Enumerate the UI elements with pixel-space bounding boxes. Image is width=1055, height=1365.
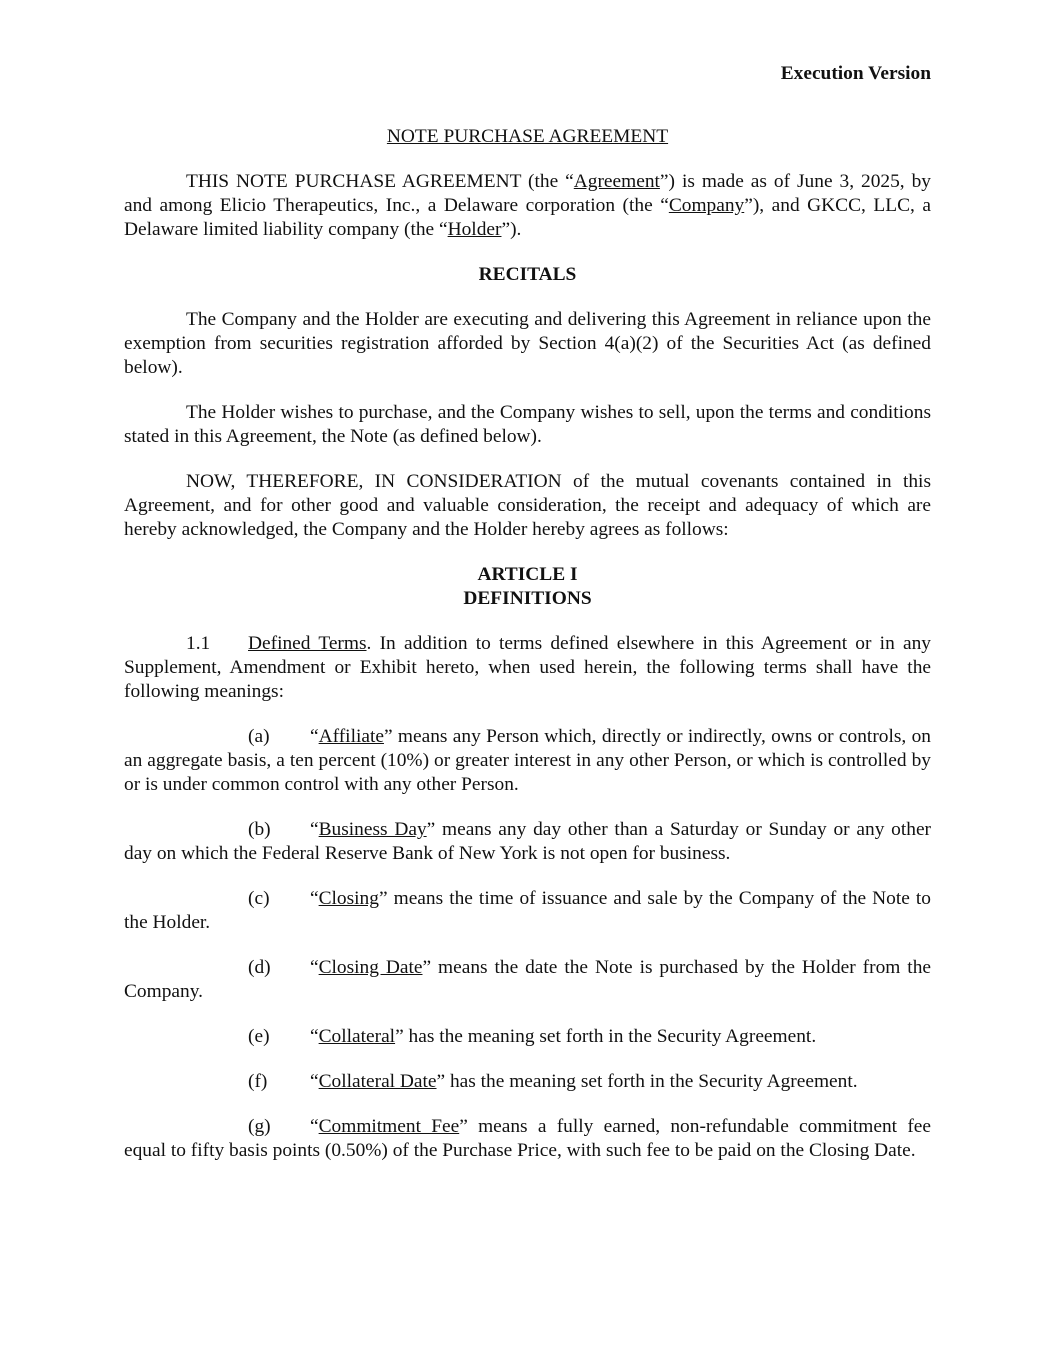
definition-label: (b) bbox=[248, 819, 271, 840]
recital-paragraph-1: The Company and the Holder are executing and delivering this Agreement in reliance upon the exemption from securities registration afforded by Section 4(a)(2) of the Securities Act (as defined below). bbox=[124, 309, 931, 378]
article-number: ARTICLE I bbox=[477, 564, 578, 585]
definition-text: ” means any Person which, directly or indirectly, owns or controls, on an aggregate basis, a ten percent (10%) or greater interest in any other Person, or which is controlled by or is under common control with any other Person. bbox=[124, 726, 931, 795]
quote-open: “ bbox=[310, 888, 319, 909]
defined-term: Affiliate bbox=[318, 726, 384, 747]
section-number: 1.1 bbox=[186, 633, 211, 654]
quote-open: “ bbox=[310, 726, 319, 747]
execution-version-label: Execution Version bbox=[780, 63, 931, 84]
section-text: . In addition to terms defined elsewhere in this Agreement or in any Supplement, Amendment or Exhibit hereto, when used herein, the following terms shall have the following meanings: bbox=[124, 633, 931, 702]
quote-open: “ bbox=[310, 1116, 319, 1137]
recital-paragraph-2: The Holder wishes to purchase, and the Company wishes to sell, upon the terms and conditions stated in this Agreement, the Note (as defined below). bbox=[124, 402, 931, 447]
holder-defined-term: Holder bbox=[447, 219, 502, 240]
definition-text: ” has the meaning set forth in the Security Agreement. bbox=[436, 1071, 858, 1092]
definition-label: (d) bbox=[248, 957, 271, 978]
company-defined-term: Company bbox=[668, 195, 745, 216]
definition-a bbox=[124, 725, 931, 797]
agreement-defined-term: Agreement bbox=[573, 171, 660, 192]
definition-label: (a) bbox=[248, 726, 270, 747]
definition-label: (e) bbox=[248, 1026, 270, 1047]
defined-term: Closing bbox=[318, 888, 379, 909]
section-title: Defined Terms bbox=[248, 633, 367, 654]
definition-b bbox=[124, 818, 931, 866]
intro-paragraph bbox=[124, 170, 931, 242]
definition-label: (g) bbox=[248, 1116, 271, 1137]
definition-text: ” means the date the Note is purchased by the Holder from the Company. bbox=[124, 957, 931, 1002]
document-title: NOTE PURCHASE AGREEMENT bbox=[386, 126, 669, 147]
definition-f bbox=[124, 1070, 931, 1094]
defined-term: Collateral Date bbox=[318, 1071, 437, 1092]
quote-open: “ bbox=[310, 819, 319, 840]
intro-text-1: THIS NOTE PURCHASE AGREEMENT (the “ bbox=[186, 171, 574, 192]
quote-open: “ bbox=[310, 1026, 319, 1047]
intro-text-2: ”) is made as of June 3, 2025, by and among Elicio Therapeutics, Inc., a Delaware corporation (the “ bbox=[124, 171, 931, 216]
defined-term: Business Day bbox=[318, 819, 427, 840]
section-1-1 bbox=[124, 632, 931, 704]
article-name: DEFINITIONS bbox=[463, 588, 592, 609]
defined-term: Closing Date bbox=[318, 957, 423, 978]
definition-e bbox=[124, 1025, 931, 1049]
recitals-heading: RECITALS bbox=[478, 264, 577, 285]
definition-text: ” has the meaning set forth in the Security Agreement. bbox=[395, 1026, 817, 1047]
defined-term: Collateral bbox=[318, 1026, 396, 1047]
definition-g bbox=[124, 1115, 931, 1163]
definition-c bbox=[124, 887, 931, 935]
intro-text-4: ”). bbox=[501, 219, 522, 240]
definition-d bbox=[124, 956, 931, 1004]
quote-open: “ bbox=[310, 1071, 319, 1092]
quote-open: “ bbox=[310, 957, 319, 978]
intro-text-3: ”), and GKCC, LLC, a Delaware limited liability company (the “ bbox=[124, 195, 931, 240]
definition-text: ” means any day other than a Saturday or Sunday or any other day on which the Federal Reserve Bank of New York is not open for business. bbox=[124, 819, 932, 864]
definition-label: (c) bbox=[248, 888, 270, 909]
defined-term: Commitment Fee bbox=[318, 1116, 460, 1137]
definition-label: (f) bbox=[248, 1071, 268, 1092]
definition-text: ” means the time of issuance and sale by the Company of the Note to the Holder. bbox=[124, 888, 931, 933]
recital-paragraph-3: NOW, THEREFORE, IN CONSIDERATION of the mutual covenants contained in this Agreement, and for other good and valuable consideration, the receipt and adequacy of which are hereby acknowledged, the Company and the Holder hereby agrees as follows: bbox=[124, 471, 931, 540]
definition-text: ” means a fully earned, non-refundable commitment fee equal to fifty basis points (0.50%) of the Purchase Price, with such fee to be paid on the Closing Date. bbox=[124, 1116, 931, 1161]
